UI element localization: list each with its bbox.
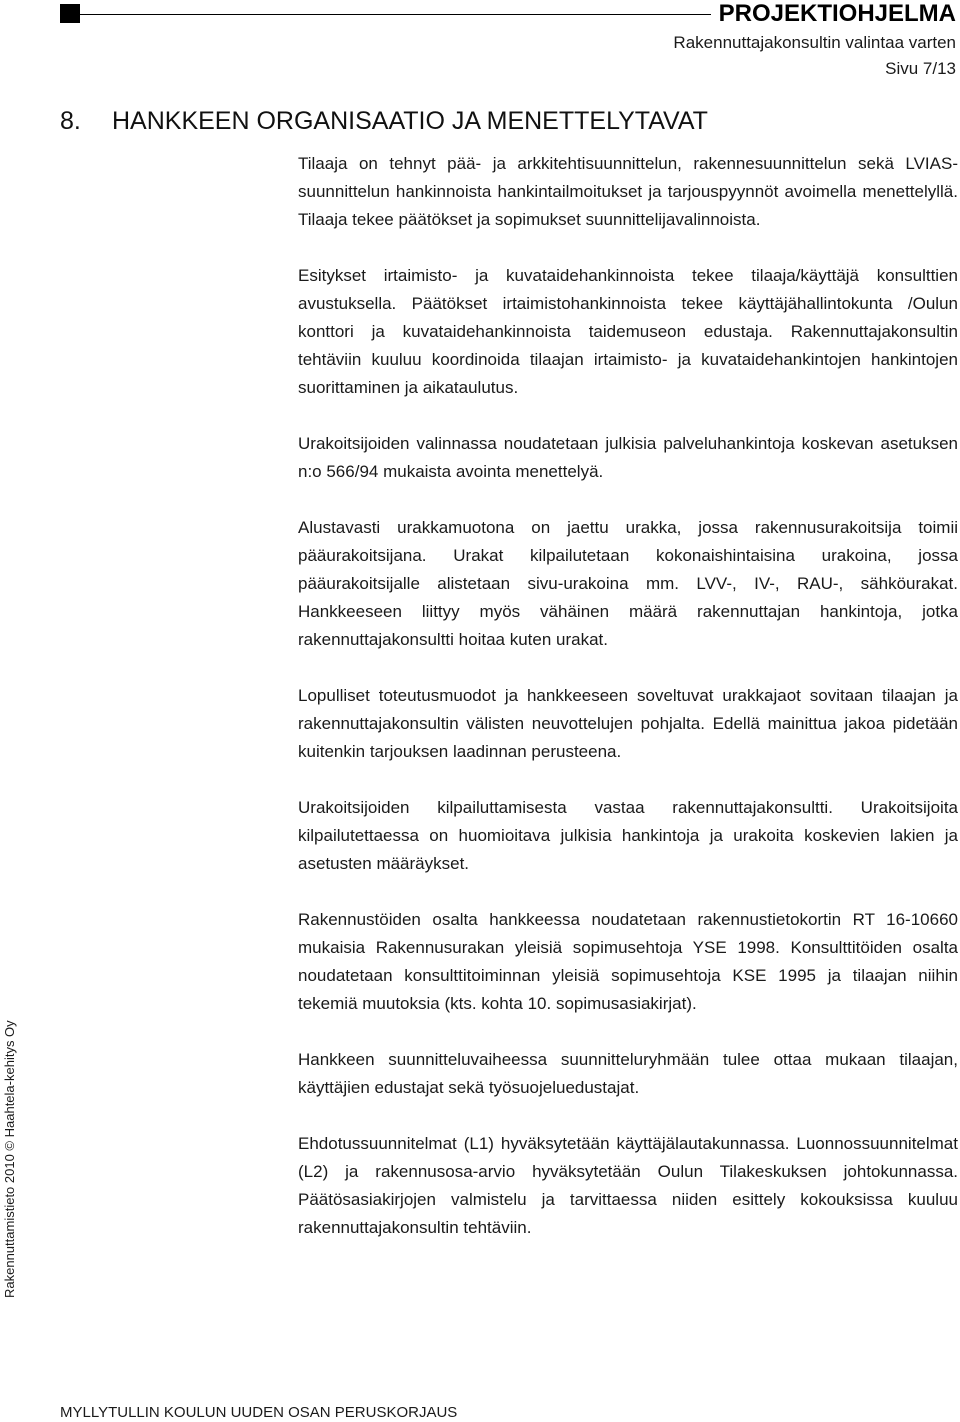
- page-number: Sivu 7/13: [885, 59, 956, 78]
- paragraph: Hankkeen suunnitteluvaiheessa suunnitteluryhmään tulee ottaa mukaan tilaajan, käyttäjien edustajat sekä työsuojeluedustajat.: [298, 1050, 958, 1097]
- document-title: PROJEKTIOHJELMA: [711, 0, 956, 28]
- body-text: [298, 150, 958, 1270]
- footer-project-name: MYLLYTULLIN KOULUN UUDEN OSAN PERUSKORJAUS: [60, 1404, 458, 1421]
- paragraph: Tilaaja on tehnyt pää- ja arkkitehtisuunnittelun, rakennesuunnittelun sekä LVIAS-suunnittelun hankinnoista hankintailmoitukset ja tarjouspyynnöt avoimella menettelyllä. Tilaaja tekee päätökset ja sopimukset suunnittelijavalinnoista.: [298, 154, 958, 229]
- paragraph: Ehdotussuunnitelmat (L1) hyväksytetään käyttäjälautakunnassa. Luonnossuunnitelmat (L2) ja rakennusosa-arvio hyväksytetään Oulun Tilakeskuksen johtokunnassa. Päätösasiakirjojen valmistelu ja tarvittaessa niiden esittely kokouksissa kuuluu rakennuttajakonsultin tehtäviin.: [298, 1134, 958, 1237]
- paragraph: Urakoitsijoiden valinnassa noudatetaan julkisia palveluhankintoja koskevan asetuksen n:o 566/94 mukaista avointa menettelyä.: [298, 434, 958, 481]
- copyright-side-note: Rakennuttamistieto 2010 © Haahtela-kehitys Oy: [2, 1020, 17, 1298]
- paragraph: Urakoitsijoiden kilpailuttamisesta vastaa rakennuttajakonsultti. Urakoitsijoita kilpailutettaessa on huomioitava julkisia hankintoja ja urakoita koskevien lakien ja asetusten määräykset.: [298, 798, 958, 873]
- header-square-mark: [60, 4, 80, 23]
- paragraph: Alustavasti urakkamuotona on jaettu urakka, jossa rakennusurakoitsija toimii pääurakoitsijana. Urakat kilpailutetaan kokonaishintaisina urakoina, jossa pääurakoitsijalle alistetaan sivu-urakoina mm. LVV-, IV-, RAU-, sähköurakat. Hankkeeseen liittyy myös vähäinen määrä rakennuttajan hankintoja, jotka rakennuttajakonsultti hoitaa kuten urakat.: [298, 518, 958, 649]
- paragraph: Rakennustöiden osalta hankkeessa noudatetaan rakennustietokortin RT 16-10660 mukaisia Rakennusurakan yleisiä sopimusehtoja YSE 1998. Konsulttitöiden osalta noudatetaan konsulttitoiminnan yleisiä sopimusehtoja KSE 1995 ja tilaajan niihin tekemiä muutoksia (kts. kohta 10. sopimusasiakirjat).: [298, 910, 958, 1013]
- section-number: 8.: [60, 107, 81, 135]
- section-heading: [60, 106, 708, 136]
- paragraph: Esitykset irtaimisto- ja kuvataidehankinnoista tekee tilaaja/käyttäjä konsulttien avustuksella. Päätökset irtaimistohankinnoista tekee käyttäjähallintokunta /Oulun konttori ja kuvataidehankinnoista taidemuseon edustaja. Rakennuttajakonsultin tehtäviin kuuluu koordinoida tilaajan irtaimisto- ja kuvataidehankintojen hankintojen suorittaminen ja aikataulutus.: [298, 266, 958, 397]
- paragraph: Lopulliset toteutusmuodot ja hankkeeseen soveltuvat urakkajaot sovitaan tilaajan ja rakennuttajakonsultin välisten neuvottelujen pohjalta. Edellä mainittua jakoa pidetään kuitenkin tarjouksen laadinnan perusteena.: [298, 686, 958, 761]
- section-title: HANKKEEN ORGANISAATIO JA MENETTELYTAVAT: [112, 107, 708, 135]
- document-subtitle: Rakennuttajakonsultin valintaa varten: [673, 33, 956, 52]
